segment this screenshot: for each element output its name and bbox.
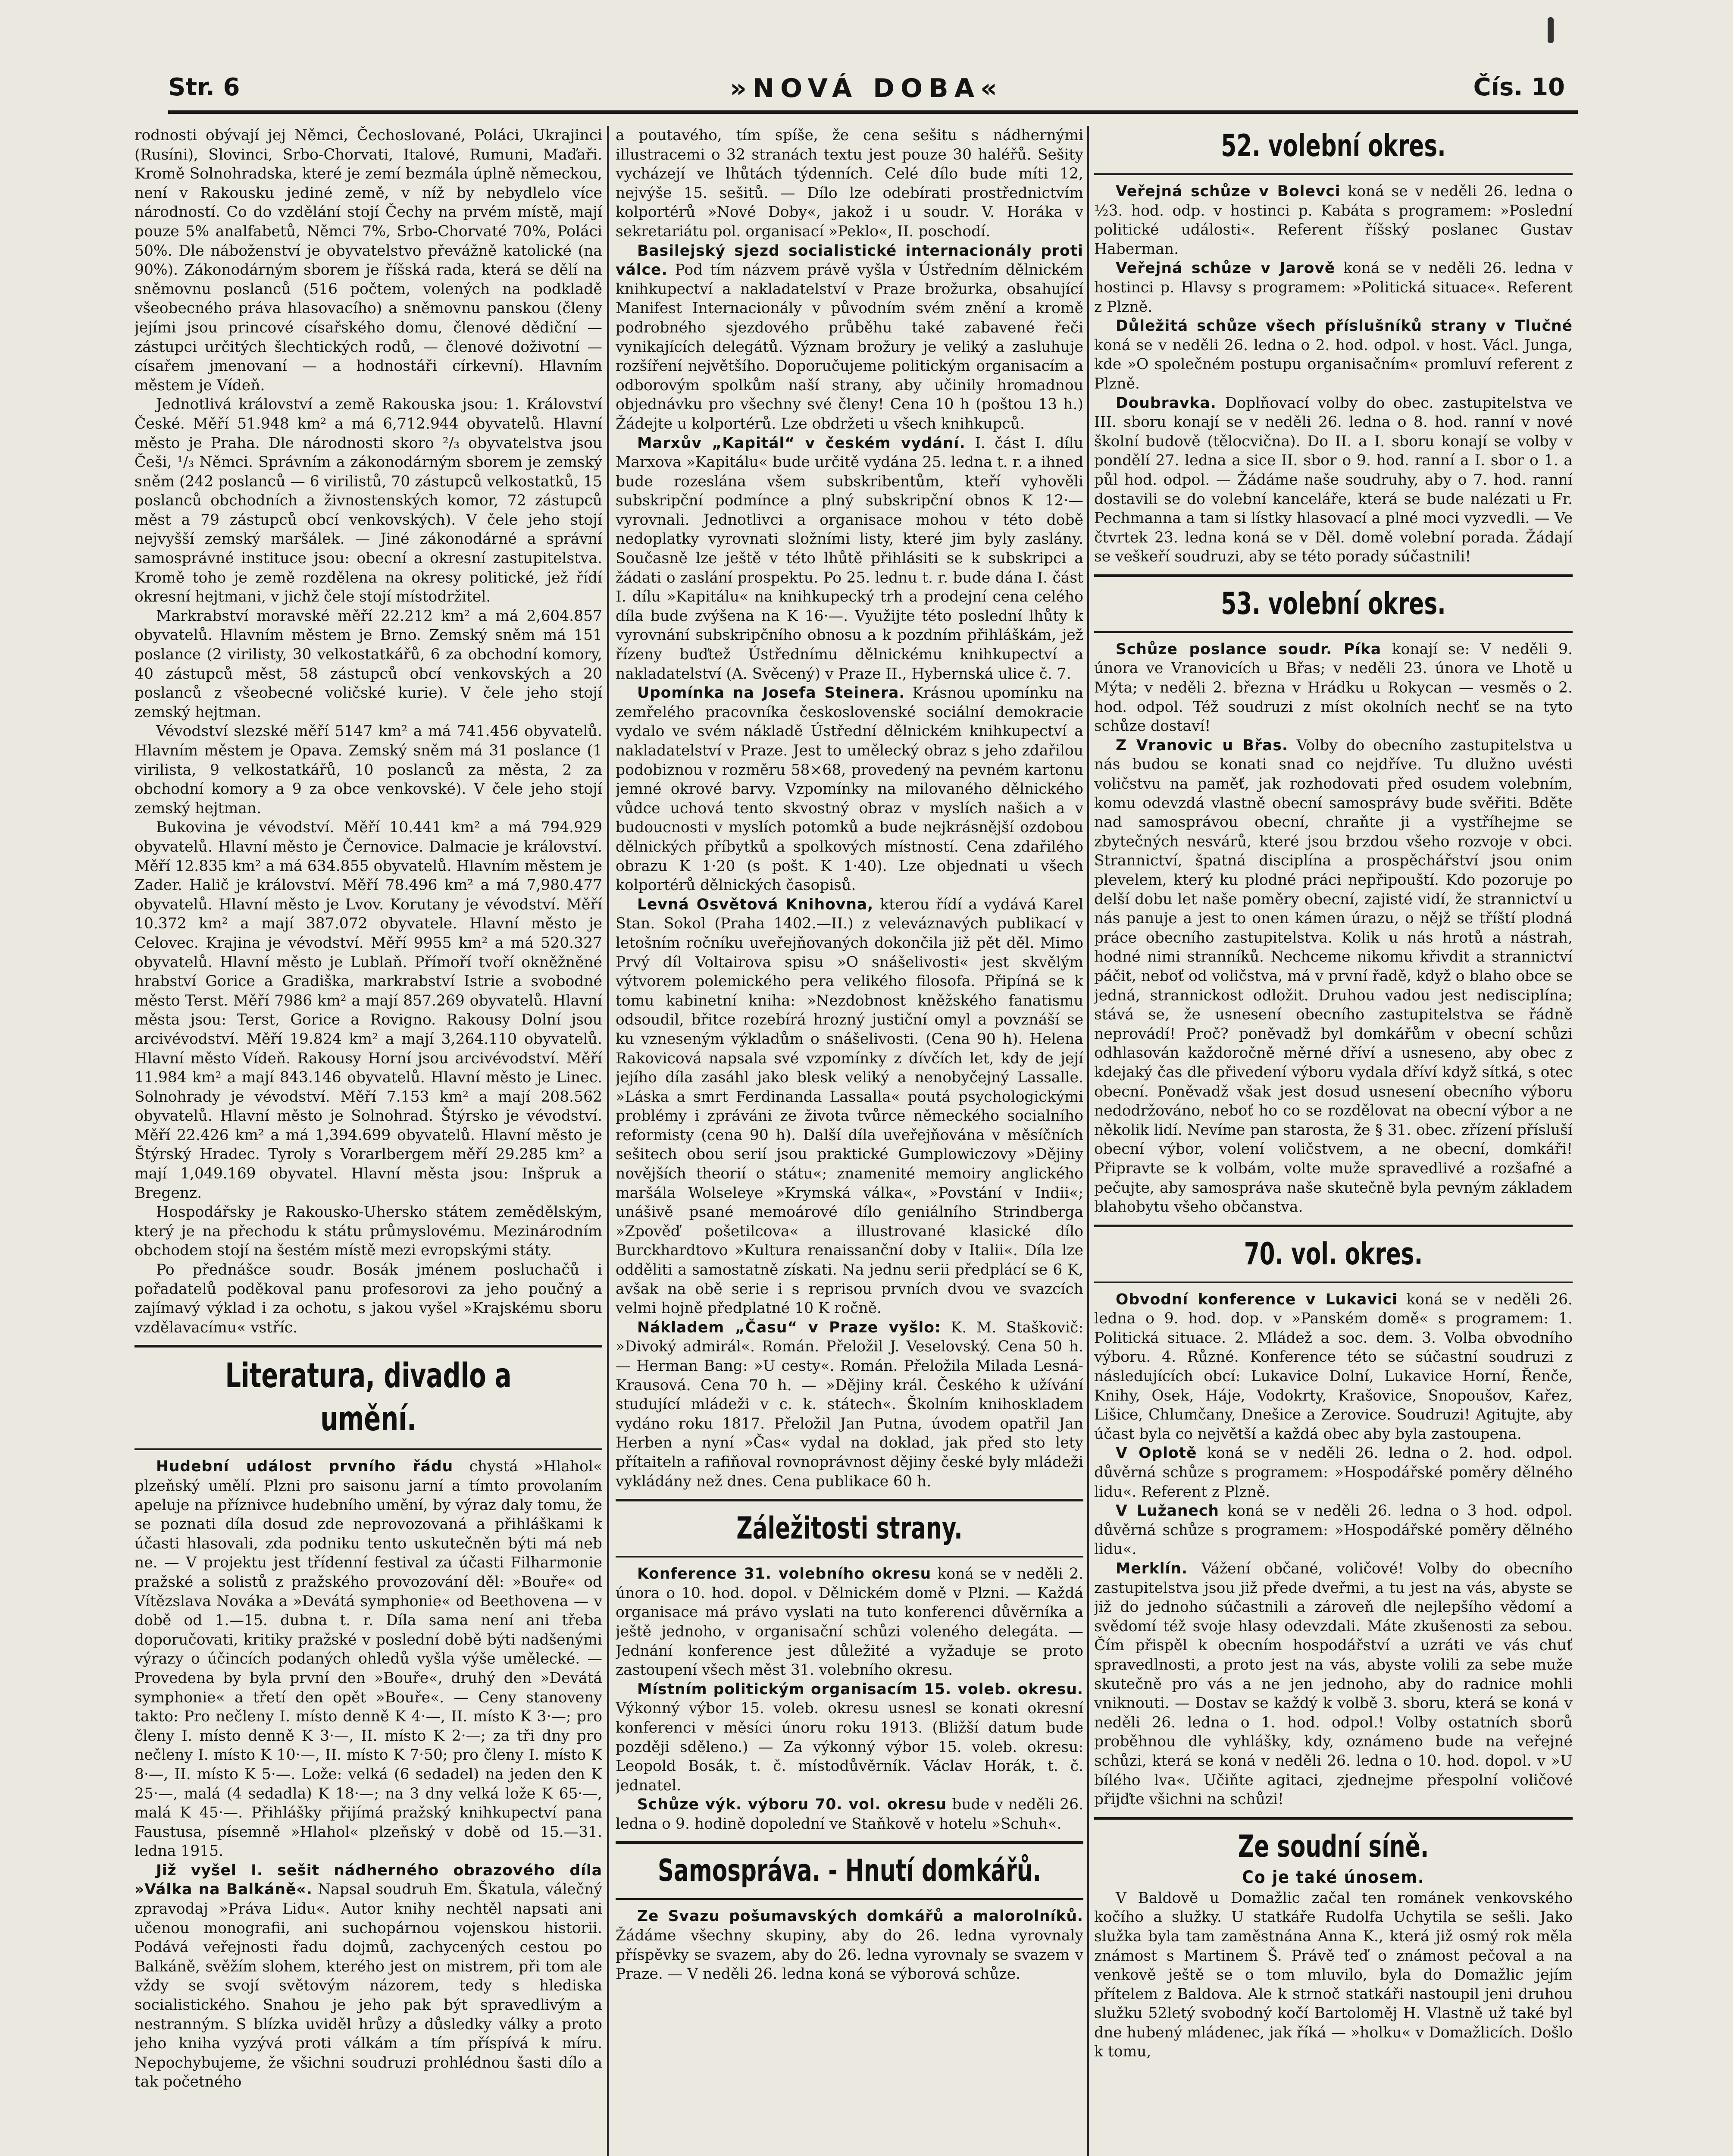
article-paragraph bbox=[1094, 1559, 1573, 1809]
article-lead: V Lužanech bbox=[1116, 1502, 1219, 1520]
article-text: Žádáme všechny skupiny, aby do 26. ledna vyrovnaly příspěvky se svazem, aby do 26. ledna vyrovnaly se svazem v Praze. — V neděli 26. ledna koná se výborová schůze. bbox=[616, 1927, 1083, 1983]
article-paragraph bbox=[616, 895, 1083, 1318]
scan-mark bbox=[1548, 17, 1554, 43]
section-rule bbox=[1094, 1225, 1573, 1227]
section-subheading: Co je také únosem. bbox=[1242, 1867, 1425, 1887]
section-heading: Samospráva. - Hnutí domkářů. bbox=[657, 1853, 1042, 1889]
article-paragraph bbox=[616, 1564, 1083, 1680]
article-text: konají se: V neděli 9. února ve Vranovicích u Břas; v neděli 23. února ve Lhotě u Mýta; v neděli 2. března v Hrádku u Rokycan — vesměs o 2. hod. odpol. Též soudruzi z míst okolních nechť se na tyto schůze dostaví! bbox=[1094, 640, 1573, 735]
article-lead: Obvodní konference v Lukavici bbox=[1116, 1291, 1398, 1308]
article-text: Pod tím názvem právě vyšla v Ústředním dělnickém knihkupectví a nakladatelství v Praze brožurka, obsahující Manifest Internacionály v původním svém znění a kromě podrobného sjezdového průběhu také zabavené řeči vynikajících delegátů. Význam brožury je veliký a zasluhuje rozšíření největšího. Doporučujeme politickým organisacím a odborovým spolkům naší strany, aby učinily hromadnou objednávku pro všechny své členy! Cena 10 h (poštou 13 h.) Žádejte u kolportérů. Lze obdržeti u všech knihkupců. bbox=[616, 261, 1083, 432]
article-lead: Ze Svazu pošumavských domkářů a malorolníků. bbox=[637, 1908, 1083, 1925]
article-paragraph bbox=[1094, 182, 1573, 259]
article-paragraph bbox=[616, 1907, 1083, 1984]
article-lead: Veřejná schůze v Jarově bbox=[1116, 260, 1336, 277]
section-rule bbox=[1094, 574, 1573, 577]
article-paragraph bbox=[1094, 1444, 1573, 1501]
section-heading: 52. volební okres. bbox=[1221, 128, 1446, 163]
article-lead: Merklín. bbox=[1116, 1560, 1188, 1577]
article-text: chystá »Hlahol« plzeňský umělí. Plzni pro saisonu jarní a tímto provolaním apeluje na příznivce hudebního umění, by výraz daly tomu, že se poznati díla dosud zde neprovozovaná a přihláškami k účasti hlasovali, zda podniku tento uskutečněn býti má neb ne. — V projektu jest třídenní festival za účasti Filharmonie pražské a solistů z pražského provozování děl: »Bouře« od Vítězslava Nováka a »Devátá symphonie« od Beethovena — v době od 1.—15. dubna t. r. Díla sama není ani třeba doporučovati, kritiky pražské v poslední době býti nadšenými výrazy o účincích podaných ohledů vyšla výše umělecké. — Provedena by byla první den »Bouře«, druhý den »Devátá symphonie« a třetí den opět »Bouře«. — Ceny stanoveny takto: Pro nečleny I. místo denně K 4·—, II. místo K 3·—; pro členy I. místo denně K 3·—, II. místo K 2·—; za tři dny pro nečleny I. místo K 10·—, II. místo K 7·50; pro členy I. místo K 8·—, II. místo K 5·—. Lože: velká (6 sedadel) na jeden den K 25·—, malá (4 sedadla) K 18·—; na 3 dny velká lože K 65·—, malá K 45·—. Přihlášky přijímá pražský knihkupectví pana Faustusa, písemně »Hlahol« plzeňský v době od 15.—31. ledna 1915. bbox=[135, 1458, 602, 1860]
column-divider bbox=[1087, 126, 1089, 2156]
article-lead: Levná Osvětová Knihovna, bbox=[637, 896, 874, 913]
article-text: koná se v neděli 26. ledna o 9. hod. dop. v »Panském domě« s programem: 1. Politická situace. 2. Mládež a soc. dem. 3. Volba obvodního výboru. 4. Různé. Konference této se súčastní soudruzi z následujících obcí: Lukavice Dolní, Lukavice Horní, Řenče, Knihy, Osek, Háje, Vodokrty, Krašovice, Snopoušov, Kařez, Lišice, Chlumčany, Dnešice a Zerovice. Soudruzi! Agitujte, aby účast byla co největší a každá obec aby byla zastoupena. bbox=[1094, 1291, 1573, 1443]
section-rule bbox=[616, 1841, 1083, 1844]
article-lead: Již vyšel I. sešit nádherného obrazového díla »Válka na Balkáně«. bbox=[135, 1861, 602, 1899]
section-rule bbox=[616, 1499, 1083, 1501]
section-rule bbox=[1094, 173, 1573, 175]
article-paragraph bbox=[1094, 317, 1573, 393]
article-paragraph bbox=[1094, 1501, 1573, 1559]
article-lead: Místním politickým organisacím 15. voleb. okresu. bbox=[637, 1680, 1083, 1698]
article-text: Napsal soudruh Em. Škatula, válečný zpravodaj »Práva Lidu«. Autor knihy nechtěl napsati ani učenou monografii, ani suchopárnou vojenskou historii. Podává veřejnosti řadu dojmů, zachycených cestou po Balkáně, svěžím slohem, kterého jest on mistrem, při tom ale vždy se svojí světovým názorem, tedy s hlediska socialistického. Snahou je jeho pak být spravedlivým a nestranným. S blízka uviděl hrůzy a důsledky války a proto jeho kniha vyzývá proti válkám a tím příspívá k míru. Nepochybujeme, že všichni soudruzi prohlédnou šasti dílo a tak početného bbox=[135, 1881, 602, 2091]
article-text: koná se v neděli 2. února o 10. hod. dopol. v Dělnickém domě v Plzni. — Každá organisace má právo vyslati na tuto konferenci důvěrníka a ještě jednoho, v organisační schůzi voleného delegáta. — Jednání konference jest důležité a vyžaduje se proto zastoupení všech měst 31. volebního okresu. bbox=[616, 1565, 1083, 1679]
article-text: Po přednášce soudr. Bosák jménem posluchačů i pořadatelů poděkoval panu profesorovi za jeho poučný a zajímavý výklad i za ochotu, s jakou vyšel »Krajskému sboru vzdělavacímu« vstříc. bbox=[135, 1261, 602, 1336]
article-lead: Schůze poslance soudr. Píka bbox=[1116, 640, 1382, 658]
article-lead: Doubravka. bbox=[1116, 394, 1217, 412]
article-text: K. M. Staškovič: »Divoký admirál«. Román. Přeložil J. Veselovský. Cena 50 h. — Herman Bang: »U cesty«. Román. Přeložila Milada Lesná-Krausová. Cena 70 h. — »Dějiny král. Českého k užívání studující mládeži v c. k. státech«. Školním knihoskladem vydáno roku 1817. Přeložil Jan Putna, úvodem opatřil Jan Herben a nyní »Čas« vydal na doklad, jak před sto lety přítaiteln a rafiňoval rovnoprávnost dějiny české byly mládeži vykládány než dnes. Cena publikace 60 h. bbox=[616, 1319, 1083, 1490]
article-text: koná se v neděli 26. ledna o 2. hod. odpol. důvěrná schůze s programem: »Hospodářské poměry dělného lidu«. Referent z Plzně. bbox=[1094, 1445, 1573, 1501]
article-lead: Důležitá schůze všech příslušníků strany v Tlučné bbox=[1116, 317, 1573, 335]
section-heading: 53. volební okres. bbox=[1221, 586, 1446, 621]
article-paragraph bbox=[1094, 640, 1573, 736]
article-paragraph bbox=[616, 1318, 1083, 1491]
article-text: Hospodářsky je Rakousko-Uhersko státem zemědělským, který je na přechodu k státu průmyslovému. Mezinárodním obchodem stojí na šestém místě mezi evropskými státy. bbox=[135, 1203, 602, 1260]
masthead-rule bbox=[168, 110, 1578, 114]
article-lead: Marxův „Kapitál“ v českém vydání. bbox=[637, 434, 966, 452]
article-paragraph bbox=[616, 241, 1083, 434]
section-heading: 70. vol. okres. bbox=[1244, 1236, 1423, 1272]
article-text: koná se v neděli 26. ledna v hostinci p. Hlavsy s programem: »Politická situace«. Referent z Plzně. bbox=[1094, 260, 1573, 316]
article-lead: Hudební událost prvního řádu bbox=[156, 1458, 454, 1476]
article-text: Krásnou upomínku na zemřelého pracovníka československé sociální demokracie vydalo ve svém nákladě Ústřední dělnickém knihkupectví a nakladatelství v Praze. Jest to umělecký obraz s jeho zdařilou podobiznou v rozměru 58×68, provedený na pevném kartonu jemné okrové barvy. Vzpomínky na milovaného dělnického vůdce uchová tento skvostný obraz v myslích našich a v budoucnosti v myslích potomků a bude nejkrásnější ozdobou dělnických příbytků a spolkových místností. Cena zdařilého obrazu K 1·20 (s pošt. K 1·40). Lze objednati u všech kolportérů dělnických časopisů. bbox=[616, 684, 1083, 894]
article-text: I. část I. dílu Marxova »Kapitálu« bude určitě vydána 25. ledna t. r. a ihned bude rozeslána všem subskribentům, kteří vyhověli subskripční podmínce a plný subskripční obnos K 12·— vyrovnali. Jednotlivci a organisace mohou v této době nedoplatky vyrovnati složními listy, které jim byly zaslány. Současně lze ještě v této lhůtě přihlásiti se k subskripci a žádati o zaslání prospektu. Po 25. lednu t. r. bude dána I. část I. dílu »Kapitálu« na knihkupecký trh a prodejní cena celého díla bude zvýšena na K 16·—. Využijte této poslední lhůty k vyrovnání subskripčního obnosu a k pozdním přihláškám, jež řízeny buďtež Ústřednímu dělnickému knihkupectví a nakladatelství (A. Svěcený) v Praze II., Hybernská ulice č. 7. bbox=[616, 434, 1083, 683]
article-lead: Basilejský sjezd socialistické internacionály proti válce. bbox=[616, 242, 1083, 279]
column-1 bbox=[135, 126, 602, 2156]
section-rule bbox=[616, 1556, 1083, 1557]
article-paragraph bbox=[1094, 259, 1573, 317]
article-text: Bukovina je vévodství. Měří 10.441 km² a má 794.929 obyvatelů. Hlavní město je Černovice. Dalmacie je království. Měří 12.835 km² a má 634.855 obyvatelů. Hlavním městem je Zader. Halič je království. Měří 78.496 km² a má 7,980.477 obyvatelů. Hlavní město je Lvov. Korutany je vévodství. Měří 10.372 km² a mají 387.072 obyvatele. Hlavní město je Celovec. Krajina je vévodství. Měří 9955 km² a má 520.327 obyvatelů. Hlavní město je Lublaň. Přímoří tvoří okněžněné hrabství Gorice a Gradiška, markrabství Istrie a svobodné město Terst. Měří 7986 km² a mají 857.269 obyvatelů. Hlavní města jsou: Terst, Gorice a Rovigno. Rakousy Dolní jsou arcivévodství. Měří 19.824 km² a mají 3,264.110 obyvatelů. Hlavní město Vídeň. Rakousy Horní jsou arcivévodství. Měří 11.984 km² a mají 843.146 obyvatelů. Hlavní město je Linec. Solnohrady je vévodství. Měří 7.153 km² a mají 208.562 obyvatelů. Hlavní město je Solnohrad. Štýrsko je vévodství. Měří 22.426 km² a má 1,394.699 obyvatelů. Hlavní město je Štýrský Hradec. Tyroly s Vorarlbergem měří 29.285 km² a mají 1,049.169 obyvatel. Hlavní města jsou: Inšpruk a Bregenz. bbox=[135, 819, 602, 1202]
article-lead: Schůze výk. výboru 70. vol. okresu bbox=[637, 1796, 947, 1814]
article-text: rodnosti obývají jej Němci, Čechoslované, Poláci, Ukrajinci (Rusíni), Slovinci, Srbo-Chorvati, Italové, Rumuni, Maďaři. Kromě Solnohradska, které je zemí bezmála úplně německou, není v Rakousku jediné země, v níž by nebydlelo více národností. Co do vzdělání stojí Čechy na prvém místě, mají pouze 5% analfabetů, Němci 7%, Srbo-Chorvaté 70%, Poláci 50%. Dle náboženství je obyvatelstvo převážně katolické (na 90%). Zákonodárným sborem je říšská rada, která se dělí na sněmovnu poslanců (516 počtem, volených na podkladě všeobecného práva hlasovacího) a sněmovnu panskou (členy jejími jsou princové císařského domu, členové dědiční — zástupci určitých šlechtických rodů, — členové doživotní — císařem jmenovaní — a hodnostáři církevní). Hlavním městem je Vídeň. bbox=[135, 127, 602, 394]
section-heading: Ze soudní síně. bbox=[1238, 1828, 1429, 1864]
column-3 bbox=[1094, 126, 1573, 2156]
article-paragraph bbox=[616, 683, 1083, 895]
page-number: Str. 6 bbox=[168, 73, 240, 101]
article-text: Doplňovací volby do obec. zastupitelstva ve III. sboru konají se v neděli 26. ledna o 8. hod. ranní v nové školní budově (tělocvična). Do II. a I. sboru konají se volby v pondělí 27. ledna a sice II. sbor o 9. hod. ranní a I. sbor o 1. a půl hod. odpol. — Žádáme naše soudruhy, aby o 7. hod. ranní dostavili se do volební kanceláře, která se bude nalézati u Fr. Pechmanna a tam si lístky hlasovací a plné moci vyzvedli. — Ve čtvrtek 23. ledna koná se v Děl. domě volební porada. Žádají se veškeří soudruzi, aby se této porady súčastnili! bbox=[1094, 394, 1573, 566]
article-paragraph bbox=[1094, 1290, 1573, 1444]
article-paragraph bbox=[616, 1680, 1083, 1796]
article-paragraph bbox=[616, 1795, 1083, 1833]
article-paragraph bbox=[135, 1457, 602, 1861]
article-lead: Konference 31. volebního okresu bbox=[637, 1565, 932, 1583]
section-heading: Záležitosti strany. bbox=[736, 1510, 963, 1546]
article-paragraph bbox=[1094, 394, 1573, 567]
article-text: koná se v neděli 26. ledna o 3 hod. odpol. důvěrná schůze s programem: »Hospodářské poměry dělného lidu«. bbox=[1094, 1502, 1573, 1558]
issue-number: Čís. 10 bbox=[1473, 73, 1565, 101]
section-rule bbox=[135, 1345, 602, 1348]
article-paragraph bbox=[135, 1861, 602, 2092]
article-lead: Z Vranovic u Břas. bbox=[1116, 736, 1288, 754]
article-paragraph bbox=[1094, 736, 1573, 1217]
article-text: bude v neděli 26. ledna o 9. hodině dopolední ve Staňkově v hotelu »Schuh«. bbox=[616, 1796, 1083, 1833]
article-lead: Upomínka na Josefa Steinera. bbox=[637, 684, 905, 702]
section-heading: Literatura, divadlo a umění. bbox=[225, 1357, 512, 1439]
article-text: Výkonný výbor 15. voleb. okresu usnesl se konati okresní konferenci v měsíci únoru roku 1913. (Bližší datum bude později sděleno.) — Za výkonný výbor 15. voleb. okresu: Leopold Bosák, t. č. místodůvěrník. Václav Horák, t. č. jednatel. bbox=[616, 1700, 1083, 1794]
article-text: Vážení občané, voličové! Volby do obecního zastupitelstva jsou již přede dveřmi, a tu jest na vás, abyste se již do jednoho súčastnili a zároveň dle nejlepšího vědomí a svědomí též svoje hlasy odevzdali. Máte zkušenosti za sebou. Čím přispěl k obecním hospodářství a uzráti ve vás chuť spravedlnosti, a proto jest na vás, abyste volili za sebe muže skutečně pro vás a ne jen jednoho, aby do radnice mohli vniknouti. — Dostav se každý k volbě 3. sboru, která se koná v neděli 26. ledna o 1. hod. odpol.! Volby ostatních sborů proběhnou dle vyhlášky, kdy, oznámeno bude na veřejné schůzi, která se koná v neděli 26. ledna o 10. hod. dopol. v »U bílého lva«. Učiňte agitaci, zjednejme přespolní voličové přijďte všichni na schůzi! bbox=[1094, 1560, 1573, 1808]
article-text: kterou řídí a vydává Karel Stan. Sokol (Praha 1402.—II.) z veleváznavých publikací v letošním ročníku uveřejňovaných dokončila již pět děl. Mimo Prvý díl Voltairova spisu »O snášelivosti« jest skvělým výtvorem polemického pera velikého filosofa. Připíná se k tomu kabinetní kniha: »Nezdobnost kněžského fanatismu odsoudil, břitce rozebírá hrozný justiční omyl a povznáší se ku vzneseným výkladům o snášelivosti. (Cena 90 h). Helena Rakovicová napsala své vzpomínky z dívčích let, kdy de její jejího díla zasáhl jako blesk veliký a nenobyčejný Lassalle. »Láska a smrt Ferdinanda Lassalla« poutá psychologickými problémy i zpráváni ze života tvůrce německého socialního reformisty (cena 90 h). Další díla uveřejňována v měsíčních sešitech obou serií jsou praktické Gumplowiczovy »Dějiny novějších theorií o státu«; znamenité memoiry anglického maršála Wolseleye »Krymská válka«, »Povstání v Indii«; unášivě psané memoárové dílo geniálního Strindberga »Zpověď pošetilcova« a illustrované klasické dílo Burckhardtovo »Kultura renaissanční doby v Italii«. Díla lze odděliti a samostatně získati. Na jednu serii předplácí se 6 K, avšak na obě serie i s reprisou prvních dvou ve svazcích velmi hojně předplatné 10 K ročně. bbox=[616, 896, 1083, 1317]
article-text: Volby do obecního zastupitelstva u nás budou se konati snad co nejdříve. Tu dlužno uvésti voličstvu na paměť, jak rozhodovati před osudem volebním, komu odevzdá vlastně obecní samosprávy bude svěřiti. Bděte nad samosprávou obecní, chraňte ji a vystříhejme se zbytečných nesvárů, které jsou brzdou všeho rozvoje v obci. Strannictví, špatná disciplína a prospěchářství jsou onim plevelem, který ku plodné práci nepřipouští. Kdo pozoruje po delší dobu let naše poměry obecní, zajisté vidí, že strannictví u nás panuje a jest to onen kámen úrazu, o nějž se tříští plodná práce obecního zastupitelstva. Kolik u nás hrotů a nástrah, hodné nimi stranníků. Nechceme nikomu křivdit a strannictví páčit, neboť od voličstva, má v první řadě, když o blaho obce se jedná, strannickost odložit. Druhou vadou jest nedisciplína; stává se, že usnesení obecního zastupitelstva se řádně neprovádí! Proč? poněvadž byl domkářům v obecní schůzi odhlasován každoročně měrné dříví a usneseno, aby obec z kdejaký čas dle přivedení výboru vydala dříví když sítká, s otec obecní. Poněvadž však jest dosud usnesení obecního výboru nedodržováno, neboť ho co se rozdělovat na obecní výbor a ne několik lidí. Nevíme pan starosta, že § 31. obec. zřízení přísluší obecní výbor, volení voličstvem, a ne obecní, domkáři! Připravte se k volbám, volte muže spravedlivé a rozšafné a pečujte, aby samospráva naše skutečně byla pevným základem blahobytu všeho občanstva. bbox=[1094, 736, 1573, 1216]
article-text: a poutavého, tím spíše, že cena sešitu s nádhernými illustracemi o 32 stranách textu jest pouze 30 haléřů. Sešity vycházejí ve lhůtách týdenních. Celé dílo bude míti 12, nejvýše 15. sešitů. — Dílo lze odebírati prostřednictvím kolportérů »Nové Doby«, jakož i u soudr. V. Horáka v sekretariátu pol. organisací »Peklo«, II. poschodí. bbox=[616, 127, 1083, 240]
article-text: V Baldově u Domažlic začal ten románek venkovského kočího a služky. U statkáře Rudolfa Uchytila se sešli. Jako služka byla tam zaměstnána Anna K., která již osmý rok měla známost s Martinem Š. Právě teď o známost pečoval a na venkově ještě se o tom mluvilo, byla do Domažlic jejím přítelem z Baldova. Ale k strnoč statkáři nastoupil jeni druhou služku 52letý svobodný kočí Bartoloměj H. Vlastně už také byl dne hubený mládenec, jak říká — »holku« v Domažlicích. Došlo k tomu, bbox=[1094, 1889, 1573, 2061]
newspaper-title: »NOVÁ DOBA« bbox=[730, 73, 1003, 103]
section-rule bbox=[1094, 1817, 1573, 1820]
article-paragraph bbox=[616, 434, 1083, 684]
column-2 bbox=[616, 126, 1083, 2156]
section-rule bbox=[1094, 1282, 1573, 1283]
section-rule bbox=[1094, 631, 1573, 633]
section-rule bbox=[135, 1448, 602, 1450]
section-rule bbox=[616, 1898, 1083, 1900]
article-lead: Nákladem „Času“ v Praze vyšlo: bbox=[637, 1319, 941, 1336]
article-text: koná se v neděli 26. ledna o 2. hod. odpol. v host. Václ. Junga, kde »O společném postupu organisačním« promluví referent z Plzně. bbox=[1094, 336, 1573, 392]
column-divider bbox=[607, 126, 609, 2156]
article-lead: Veřejná schůze v Bolevci bbox=[1116, 183, 1341, 200]
article-text: koná se v neděli 26. ledna o ½3. hod. odp. v hostinci p. Kabáta s programem: »Poslední politické události«. Referent říšský poslanec Gustav Haberman. bbox=[1094, 183, 1573, 258]
article-text: Vévodství slezské měří 5147 km² a má 741.456 obyvatelů. Hlavním městem je Opava. Zemský sněm má 31 poslance (1 virilista, 9 velkostatkářů, 10 poslanců za města, 2 za obchodní komory a 9 za obce venkovské). V čele jeho stojí zemský hejtman. bbox=[135, 723, 602, 817]
article-text: Jednotlivá království a země Rakouska jsou: 1. Království České. Měří 51.948 km² a má 6,712.944 obyvatelů. Hlavní město je Praha. Dle národnosti skoro ²/₃ obyvatelstva jsou Češi, ¹/₃ Němci. Správním a zákonodárným sborem je zemský sněm (242 poslanců — 6 virilistů, 70 zástupců velkostatků, 15 poslanců obchodních a živnostenských komor, 72 zástupců měst a 79 zástupců obcí venkovských). V čele jeho stojí nejvyšší zemský maršálek. — Jiné zákonodárné a správní samosprávné instituce jsou: obecní a okresní zastupitelstva. Kromě toho je země rozdělena na okresy politické, jež řídí okresní hejtmani, v jichž čele stojí místodržitel. bbox=[135, 396, 602, 606]
article-lead: V Oplotě bbox=[1116, 1445, 1197, 1462]
masthead bbox=[168, 73, 1565, 112]
article-text: Markrabství moravské měří 22.212 km² a má 2,604.857 obyvatelů. Hlavním městem je Brno. Zemský sněm má 151 poslance (2 virilisty, 30 velkostatkářů, 6 za obchodní komory, 40 zástupců měst, 58 zástupců obcí venkovských a 20 poslanců z všeobecné voličské kurie). V čele jeho stojí zemský hejtman. bbox=[135, 607, 602, 721]
